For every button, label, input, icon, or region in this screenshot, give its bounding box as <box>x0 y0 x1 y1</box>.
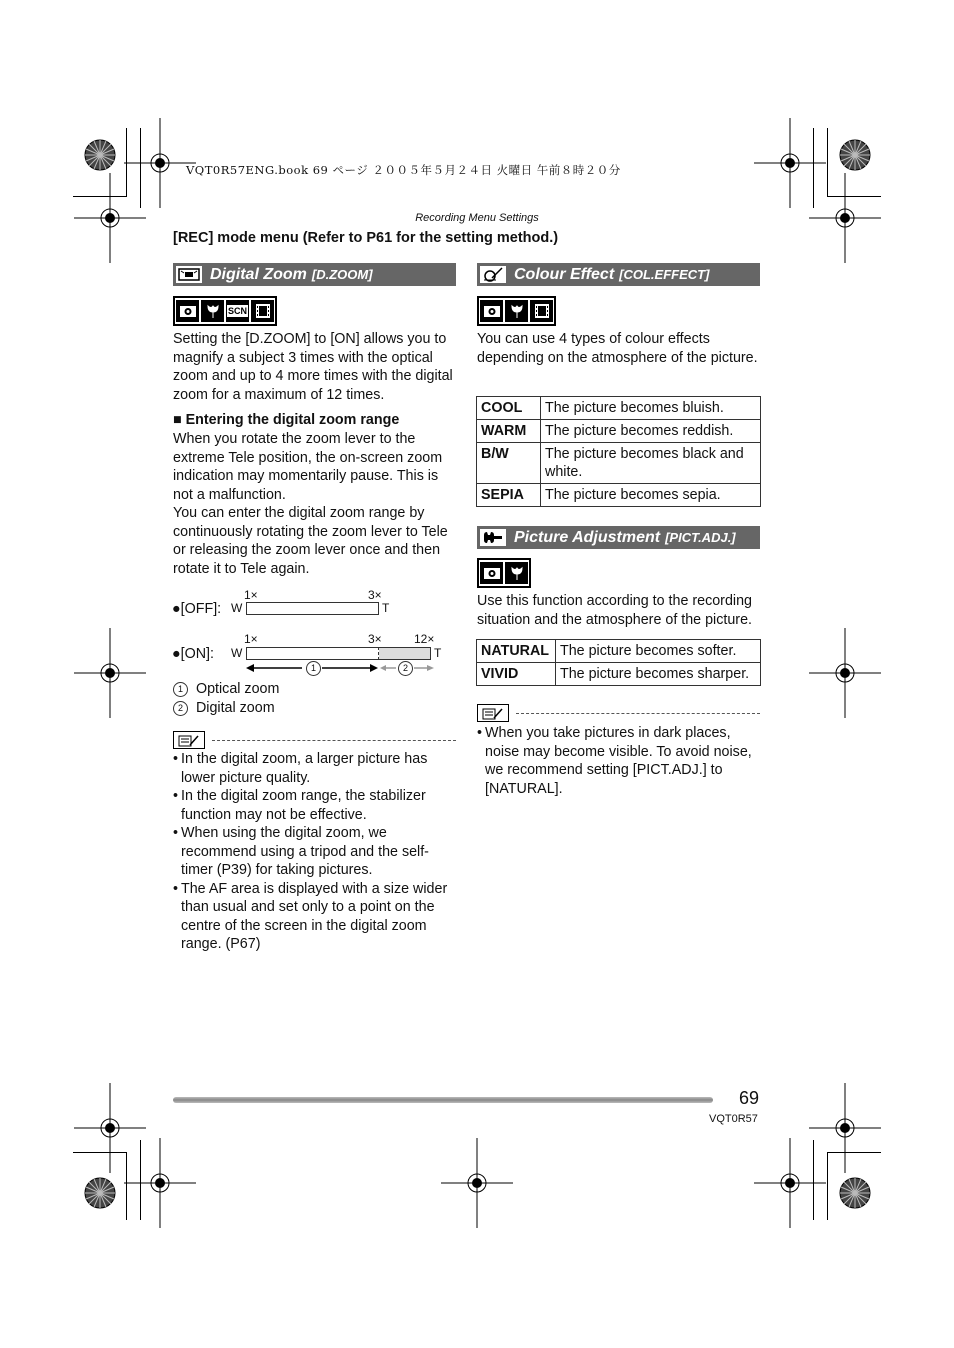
on-1x-label: 1× <box>244 632 258 646</box>
picture-adjustment-table <box>476 639 761 686</box>
note-item: • The AF area is displayed with a size wider than usual and set only to a point on the centre of the screen in the digital zoom range. (P67) <box>173 880 458 954</box>
off-t: T <box>382 601 390 615</box>
legend-optical-label: Optical zoom <box>195 681 280 697</box>
colour-effect-table <box>476 396 761 507</box>
option-key: COOL <box>477 397 541 420</box>
table-row <box>477 484 761 507</box>
picture-adjustment-title: Picture Adjustment <box>514 528 661 546</box>
option-desc: The picture becomes black and white. <box>541 443 761 484</box>
note-divider <box>516 713 760 714</box>
camera-mode-icon <box>176 300 199 322</box>
camera-mode-icon <box>480 562 503 584</box>
digital-zoom-notes <box>173 750 458 954</box>
on-12x-label: 12× <box>414 632 435 646</box>
file-header: VQT0R57ENG.book 69 ページ ２００５年５月２４日 火曜日 午前８時２０分 <box>186 163 621 177</box>
option-desc: The picture becomes sharper. <box>556 663 761 686</box>
off-w: W <box>231 601 243 615</box>
scn-mode-icon: SCN <box>226 300 249 322</box>
digital-zoom-code: [D.ZOOM] <box>311 267 373 282</box>
colour-effect-title: Colour Effect <box>514 265 615 283</box>
option-desc: The picture becomes reddish. <box>541 420 761 443</box>
legend-optical <box>173 680 279 699</box>
movie-mode-icon <box>530 300 553 322</box>
option-desc: The picture becomes softer. <box>556 640 761 663</box>
picture-adjustment-intro: Use this function according to the recording situation and the atmosphere of the picture. <box>477 593 752 628</box>
table-row <box>477 663 761 686</box>
note-icon <box>173 731 205 749</box>
marker-1: 1 <box>306 661 321 676</box>
marker-2: 2 <box>398 661 413 676</box>
picture-adjustment-mode-icons <box>477 558 531 588</box>
on-t: T <box>434 646 442 660</box>
rec-mode-heading: [REC] mode menu (Refer to P61 for the setting method.) <box>173 230 559 246</box>
option-desc: The picture becomes sepia. <box>541 484 761 507</box>
colour-effect-section-bar <box>477 263 760 286</box>
picture-adjustment-section-bar <box>477 526 760 549</box>
table-row <box>477 420 761 443</box>
table-row <box>477 397 761 420</box>
off-3x-label: 3× <box>368 588 382 602</box>
footer-bar <box>173 1097 713 1103</box>
option-desc: The picture becomes bluish. <box>541 397 761 420</box>
on-w: W <box>231 646 243 660</box>
digital-zoom-section-bar <box>173 263 456 286</box>
digital-zoom-icon <box>176 266 202 283</box>
note-item: • In the digital zoom range, the stabilizer function may not be effective. <box>173 787 458 824</box>
option-key: SEPIA <box>477 484 541 507</box>
option-key: VIVID <box>477 663 556 686</box>
colour-effect-icon <box>480 266 506 283</box>
option-key: NATURAL <box>477 640 556 663</box>
on-3x-label: 3× <box>368 632 382 646</box>
off-zoom-bar <box>246 602 379 615</box>
off-1x-label: 1× <box>244 588 258 602</box>
note-item: • In the digital zoom, a larger picture has lower picture quality. <box>173 750 458 787</box>
legend-digital-label: Digital zoom <box>195 700 275 716</box>
zoom-range-heading: ■ Entering the digital zoom range <box>173 412 400 428</box>
on-label: ●[ON]: <box>172 646 214 662</box>
page-number: 69 <box>739 1088 760 1108</box>
model-code: VQT0R57 <box>709 1113 758 1125</box>
note-item: • When using the digital zoom, we recommend using a tripod and the self-timer (P39) for taking pictures. <box>173 824 458 880</box>
legend-marker-1: 1 <box>173 682 188 697</box>
note-item: • When you take pictures in dark places, noise may become visible. To avoid noise, we recommend setting [PICT.ADJ.] to [NATURAL]. <box>477 724 762 798</box>
off-label: ●[OFF]: <box>172 601 222 617</box>
picture-adjustment-notes <box>477 724 762 798</box>
option-key: WARM <box>477 420 541 443</box>
note-divider <box>212 740 456 741</box>
zoom-range-text: When you rotate the zoom lever to the extreme Tele position, the on-screen zoom indication may momentarily pause. This is not a malfunction. You can enter the digital zoom range by continuously rotating the zoom lever to Tele or releasing the zoom lever once and then rotate it to Tele again. <box>173 431 448 577</box>
on-optical-bar <box>246 647 379 660</box>
option-key: B/W <box>477 443 541 484</box>
table-row <box>477 640 761 663</box>
wrench-icon <box>480 529 506 546</box>
running-head: Recording Menu Settings <box>415 212 539 224</box>
digital-zoom-mode-icons <box>173 296 277 326</box>
macro-mode-icon <box>505 562 528 584</box>
macro-mode-icon <box>505 300 528 322</box>
macro-mode-icon <box>201 300 224 322</box>
colour-effect-intro: You can use 4 types of colour effects depending on the atmosphere of the picture. <box>477 331 758 366</box>
picture-adjustment-code: [PICT.ADJ.] <box>665 530 736 545</box>
table-row <box>477 443 761 484</box>
movie-mode-icon <box>251 300 274 322</box>
legend-marker-2: 2 <box>173 701 188 716</box>
colour-effect-code: [COL.EFFECT] <box>619 267 710 282</box>
colour-effect-mode-icons <box>477 296 556 326</box>
note-icon <box>477 704 509 722</box>
legend-digital <box>173 699 275 718</box>
digital-zoom-intro: Setting the [D.ZOOM] to [ON] allows you to magnify a subject 3 times with the optical zoom and up to 4 more times with the digital zoom for a maximum of 12 times. <box>173 331 453 403</box>
digital-zoom-title: Digital Zoom <box>210 265 307 283</box>
camera-mode-icon <box>480 300 503 322</box>
on-digital-bar <box>379 647 431 660</box>
